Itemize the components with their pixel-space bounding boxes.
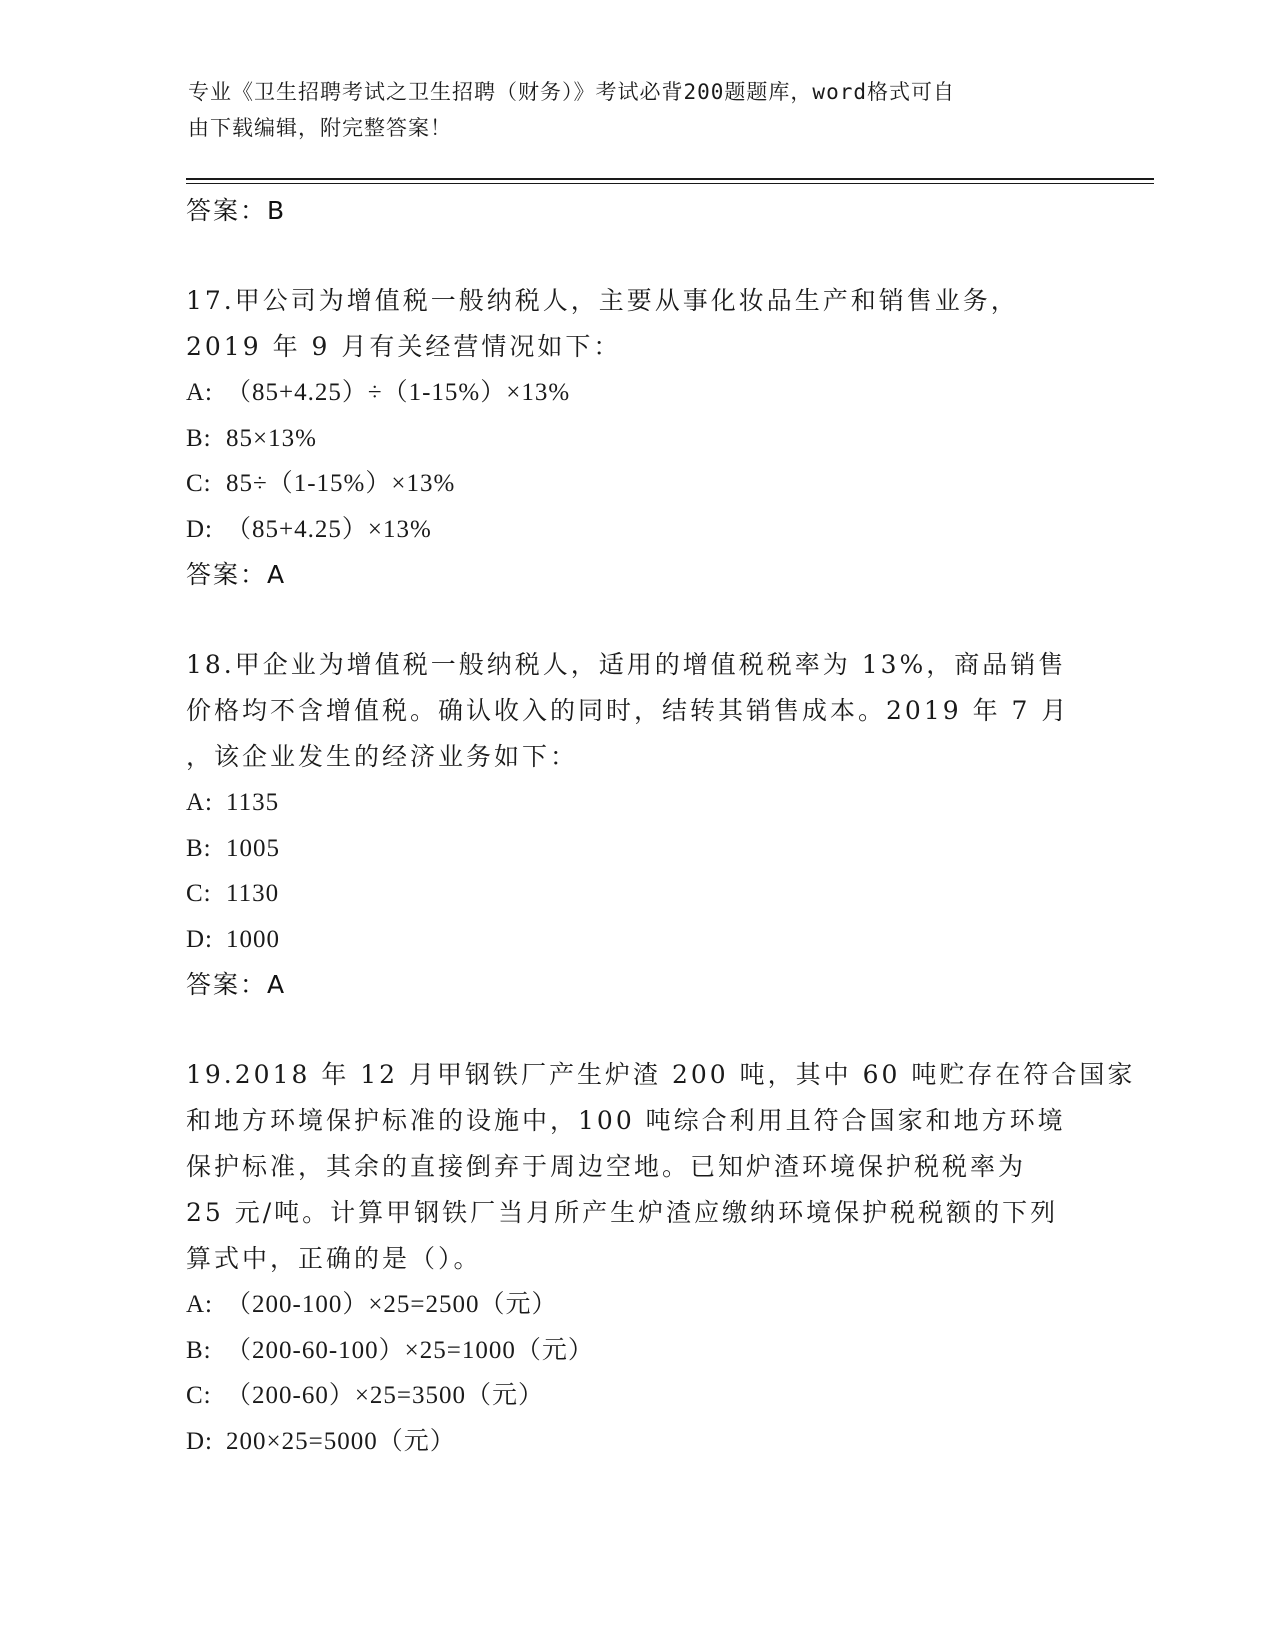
answer-label: 答案： <box>186 196 268 225</box>
option-a <box>186 1282 1086 1328</box>
option-d <box>186 1419 1086 1465</box>
option-letter: C: <box>186 1382 212 1409</box>
option-b <box>186 826 1086 872</box>
option-text: 85×13% <box>226 424 317 452</box>
answer-value: A <box>267 970 287 999</box>
option-letter: C: <box>186 470 212 497</box>
option-text: （200-60-100）×25=1000（元） <box>226 1336 594 1364</box>
option-letter: D: <box>186 515 213 543</box>
header-line-1: 专业《卫生招聘考试之卫生招聘（财务）》考试必背200题题库，word格式可自 <box>188 80 955 104</box>
option-text: 85÷（1-15%）×13% <box>226 470 456 497</box>
option-letter: D: <box>186 1427 213 1455</box>
option-a <box>186 370 1086 416</box>
option-text: （85+4.25）×13% <box>226 515 432 543</box>
question-text-line: 算式中，正确的是（）。 <box>186 1244 482 1273</box>
answer-label: 答案： <box>186 560 268 589</box>
option-letter: A: <box>186 1291 213 1318</box>
option-letter: B: <box>186 1336 212 1364</box>
question-17 <box>186 278 1086 598</box>
option-letter: D: <box>186 925 213 953</box>
spacer <box>186 1008 1086 1052</box>
question-text-line: ，该企业发生的经济业务如下： <box>186 742 579 771</box>
answer-value: A <box>267 560 287 589</box>
header-divider-thin <box>186 183 1154 184</box>
question-text-line: 和地方环境保护标准的设施中，100 吨综合利用且符合国家和地方环境 <box>186 1106 1066 1135</box>
question-text-line: 17.甲公司为增值税一般纳税人，主要从事化妆品生产和销售业务， <box>186 286 1019 315</box>
option-letter: B: <box>186 834 212 862</box>
option-text: （200-60）×25=3500（元） <box>226 1382 545 1409</box>
option-text: 1130 <box>226 880 280 907</box>
option-b <box>186 416 1086 462</box>
option-d <box>186 507 1086 553</box>
option-text: （200-100）×25=2500（元） <box>226 1291 558 1318</box>
header-divider-thick <box>186 178 1154 180</box>
header-line-2: 由下载编辑，附完整答案！ <box>188 116 452 140</box>
option-text: 1005 <box>226 834 280 862</box>
option-letter: A: <box>186 789 213 816</box>
answer-label: 答案： <box>186 970 268 999</box>
option-text: 200×25=5000（元） <box>226 1427 456 1455</box>
answer-line <box>186 188 1086 234</box>
option-c <box>186 461 1086 507</box>
answer-value: B <box>267 196 287 225</box>
question-text-line: 25 元/吨。计算甲钢铁厂当月所产生炉渣应缴纳环境保护税税额的下列 <box>186 1198 1059 1227</box>
option-d <box>186 917 1086 963</box>
document-body <box>186 188 1136 1464</box>
option-b <box>186 1328 1086 1374</box>
spacer <box>186 598 1086 642</box>
option-letter: B: <box>186 424 212 452</box>
question-text-line: 保护标准，其余的直接倒弃于周边空地。已知炉渣环境保护税税率为 <box>186 1152 1027 1181</box>
option-letter: C: <box>186 880 212 907</box>
question-18 <box>186 642 1086 1008</box>
question-text-line: 价格均不含增值税。确认收入的同时，结转其销售成本。2019 年 7 月 <box>186 696 1070 725</box>
option-text: 1135 <box>226 789 280 816</box>
question-19 <box>186 1052 1136 1464</box>
option-letter: A: <box>186 379 213 406</box>
question-text-line: 18.甲企业为增值税一般纳税人，适用的增值税税率为 13%，商品销售 <box>186 650 1067 679</box>
option-c <box>186 871 1086 917</box>
option-text: 1000 <box>226 925 280 953</box>
question-text-line: 2019 年 9 月有关经营情况如下： <box>186 332 622 361</box>
answer-line <box>186 962 1086 1008</box>
question-text-line: 19.2018 年 12 月甲钢铁厂产生炉渣 200 吨，其中 60 吨贮存在符合国家 <box>186 1060 1136 1089</box>
option-text: （85+4.25）÷（1-15%）×13% <box>226 379 571 406</box>
answer-line <box>186 552 1086 598</box>
option-a <box>186 780 1086 826</box>
spacer <box>186 234 1086 278</box>
option-c <box>186 1373 1086 1419</box>
document-header <box>188 74 1088 146</box>
